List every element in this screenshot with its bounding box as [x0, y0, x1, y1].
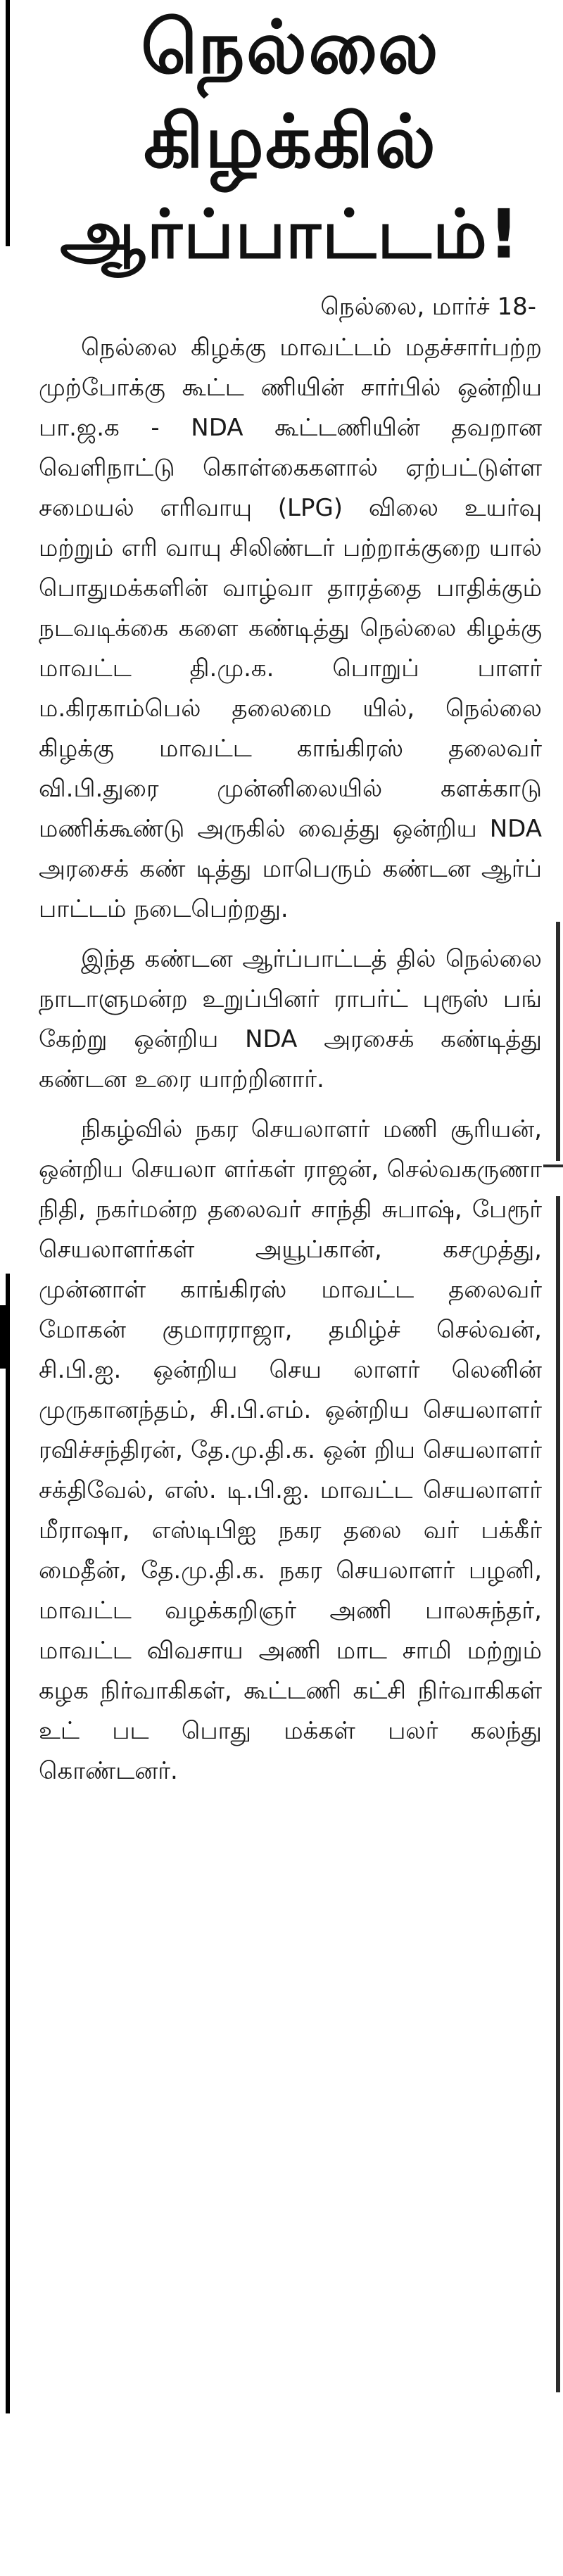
article-dateline: நெல்லை, மார்ச் 18-: [320, 293, 536, 321]
news-article: [39, 0, 542, 1801]
column-rule-right-upper: [556, 922, 560, 1161]
article-headline: [39, 0, 542, 280]
headline-line-2: கிழக்கில்: [144, 99, 437, 184]
headline-line-1: நெல்லை: [141, 4, 440, 90]
article-paragraph-3: நிகழ்வில் நகர செயலாளர் மணி சூரியன், ஒன்றிய செயலா ளர்கள் ராஜன், செல்வகருணா நிதி, நகர்மன்ற தலைவர் சாந்தி சுபாஷ், பேரூர் செயலாளர்கள் அயூப்கான், கசமுத்து, முன்னாள் காங்கிரஸ் மாவட்ட தலைவர் மோகன் குமாரராஜா, தமிழ்ச் செல்வன், சி.பி.ஐ. ஒன்றிய செய லாளர் லெனின் முருகானந்தம், சி.பி.எம். ஒன்றிய செயலாளர் ரவிச்சந்திரன், தே.மு.தி.க. ஒன் றிய செயலாளர் சக்திவேல், எஸ். டி.பி.ஐ. மாவட்ட செயலாளர் மீராஷா, எஸ்டிபிஐ நகர தலை வர் பக்கீர் மைதீன், தே.மு.தி.க. நகர செயலாளர் பழனி, மாவட்ட வழக்கறிஞர் அணி பாலசுந்தர், மாவட்ட விவசாய அணி மாட சாமி மற்றும் கழக நிர்வாகிகள், கூட்டணி கட்சி நிர்வாகிகள் உட் பட பொது மக்கள் பலர் கலந்து கொண்டனர்.: [39, 1115, 542, 1785]
column-edge-mark: [0, 1305, 7, 1369]
article-paragraph-1: நெல்லை கிழக்கு மாவட்டம் மதச்சார்பற்ற முற்போக்கு கூட்ட ணியின் சார்பில் ஒன்றிய பா.ஜ.க - NDA கூட்டணியின் தவறான வெளிநாட்டு கொள்கைகளால் ஏற்பட்டுள்ள சமையல் எரிவாயு (LPG) விலை உயர்வு மற்றும் எரி வாயு சிலிண்டர் பற்றாக்குறை யால் பொதுமக்களின் வாழ்வா தாரத்தை பாதிக்கும் நடவடிக்கை களை கண்டித்து நெல்லை கிழக்கு மாவட்ட தி.மு.க. பொறுப் பாளர் ம.கிரகாம்பெல் தலைமை யில், நெல்லை கிழக்கு மாவட்ட காங்கிரஸ் தலைவர் வி.பி.துரை முன்னிலையில் களக்காடு மணிக்கூண்டு அருகில் வைத்து ஒன்றிய NDA அரசைக் கண் டித்து மாபெரும் கண்டன ஆர்ப் பாட்டம் நடைபெற்றது.: [39, 334, 542, 923]
headline-line-3: ஆர்ப்பாட்டம்!: [60, 195, 521, 274]
column-rule-right-divider: [543, 1165, 563, 1167]
column-rule-left-top: [6, 0, 10, 246]
column-rule-right-lower: [556, 1196, 560, 2392]
article-paragraph-2: இந்த கண்டன ஆர்ப்பாட்டத் தில் நெல்லை நாடாளுமன்ற உறுப்பினர் ராபர்ட் புரூஸ் பங் கேற்று ஒன்றிய NDA அரசைக் கண்டித்து கண்டன உரை யாற்றினார்.: [39, 945, 542, 1093]
column-rule-left-bottom: [6, 1274, 10, 2413]
